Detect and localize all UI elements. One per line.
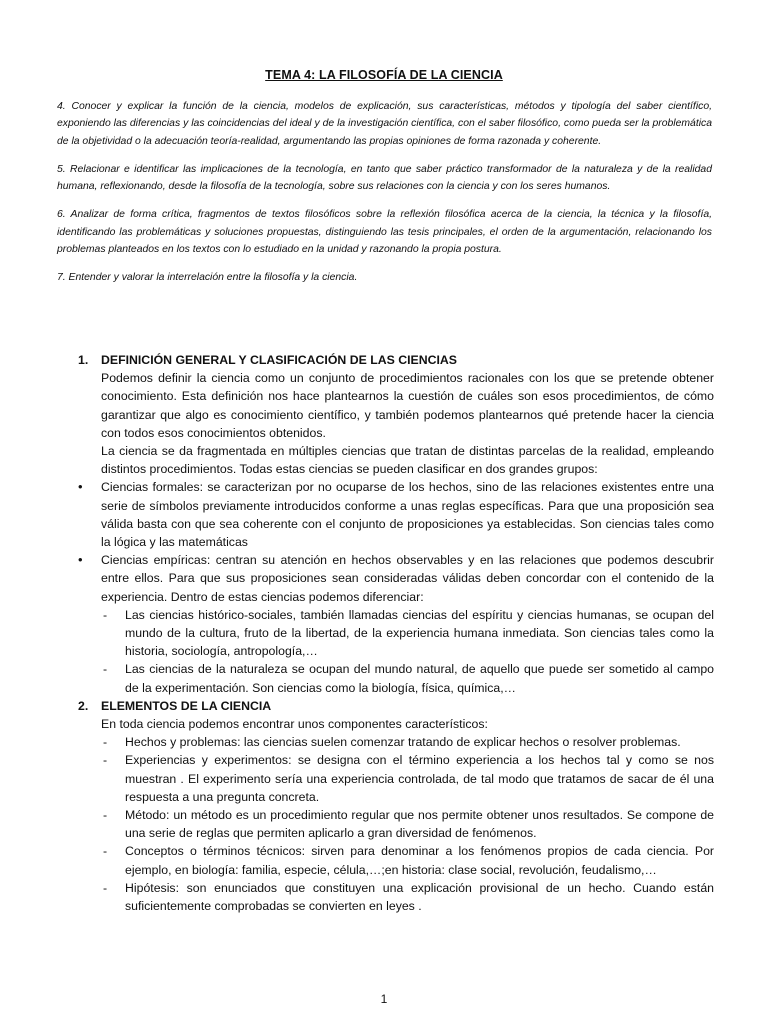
- dash-icon: -: [103, 735, 108, 750]
- page-title: TEMA 4: LA FILOSOFÍA DE LA CIENCIA: [265, 68, 503, 82]
- sub-item-natural-sciences: [78, 660, 714, 696]
- element-text: Hipótesis: son enunciados que constituyen una explicación provisional de un hecho. Cuando están suficientemente comprobadas se convierten en leyes .: [125, 880, 714, 914]
- dash-icon: -: [103, 844, 108, 859]
- element-facts-problems: [78, 733, 714, 751]
- element-text: Experiencias y experimentos: se designa con el término experiencia a los hechos tal y como se nos muestran . El experimento sería una experiencia controlada, de tal modo que tratamos de sacar de él una respuesta a una pregunta concreta.: [125, 753, 714, 804]
- section-1-paragraph-1: Podemos definir la ciencia como un conjunto de procedimientos racionales con los que se pretende obtener conocimiento. Esta definición nos hace plantearnos la cuestión de cuáles son esos procedimientos, de cómo garantizar que algo es conocimiento científico, y también podemos plantearnos qué pretende hacer la ciencia con todos esos conocimientos obtenidos.: [101, 371, 714, 440]
- section-2-number: 2.: [78, 698, 89, 713]
- bullet-text: Ciencias formales: se caracterizan por no ocuparse de los hechos, sino de las relaciones existentes entre una serie de símbolos previamente introducidos conforme a unas reglas específicas. Para que una proposición sea válida basta con que sea coherente con el conjunto de proposiciones ya establecidas. Son ciencias tales como la lógica y las matemáticas: [101, 480, 714, 550]
- objective-4: 4. Conocer y explicar la función de la ciencia, modelos de explicación, sus características, métodos y tipología del saber científico, exponiendo las diferencias y las coincidencias del ideal y de la investigación científica, con el saber filosófico, como pueda ser la problemática de la objetividad o la adecuación teoría-realidad, argumentando las propias opiniones de forma razonada y coherente.: [57, 101, 712, 147]
- dash-icon: -: [103, 808, 108, 823]
- section-2-heading: [78, 697, 714, 715]
- dash-icon: -: [103, 607, 108, 622]
- sub-item-text: Las ciencias histórico-sociales, también llamadas ciencias del espíritu y ciencias humanas, se ocupan del mundo de la cultura, fruto de la libertad, de la experiencia humana inmediata. Son ciencias tales como la historia, sociología, antropología,…: [125, 607, 714, 659]
- element-method: [78, 806, 714, 842]
- dash-icon: -: [103, 753, 108, 768]
- objective-5: 5. Relacionar e identificar las implicaciones de la tecnología, en tanto que saber práctico transformador de la naturaleza y de la realidad humana, reflexionando, desde la filosofía de la tecnología, sobre sus relaciones con la ciencia y con los seres humanos.: [57, 163, 712, 193]
- objective-6: 6. Analizar de forma crítica, fragmentos de textos filosóficos sobre la reflexión filosófica acerca de la ciencia, la técnica y la filosofía, identificando las problemáticas y soluciones propuestas, distinguiendo las tesis principales, el orden de la argumentación, relacionando los problemas planteados en los textos con lo estudiado en la unidad y razonando la propia postura.: [57, 209, 712, 256]
- element-experiences: [78, 751, 714, 806]
- bullet-icon: •: [78, 479, 83, 495]
- element-hypotheses: [78, 879, 714, 915]
- section-1-title: DEFINICIÓN GENERAL Y CLASIFICACIÓN DE LAS CIENCIAS: [101, 353, 457, 367]
- sub-item-text: Las ciencias de la naturaleza se ocupan del mundo natural, de aquello que puede ser sometido al campo de la experimentación. Son ciencias como la biología, física, química,…: [125, 662, 714, 695]
- bullet-icon: •: [78, 552, 83, 568]
- element-text: Hechos y problemas: las ciencias suelen comenzar tratando de explicar hechos o resolver problemas.: [125, 735, 681, 750]
- section-1-number: 1.: [78, 353, 89, 367]
- element-text: Conceptos o términos técnicos: sirven para denominar a los fenómenos propios de cada ciencia. Por ejemplo, en biología: familia, especie, célula,…;en historia: clase social, revolución, feudalismo,…: [125, 844, 714, 877]
- section-1-paragraph-2: La ciencia se da fragmentada en múltiples ciencias que tratan de distintas parcelas de la realidad, empleando distintos procedimientos. Todas estas ciencias se pueden clasificar en dos grandes grupos:: [101, 444, 714, 477]
- element-concepts: [78, 842, 714, 878]
- element-text: Método: un método es un procedimiento regular que nos permite obtener unos resultados. Se compone de una serie de reglas que permiten aplicarlo a gran diversidad de fenómenos.: [125, 808, 714, 841]
- section-2-intro: En toda ciencia podemos encontrar unos componentes característicos:: [101, 717, 488, 732]
- objective-7: 7. Entender y valorar la interrelación entre la filosofía y la ciencia.: [57, 272, 358, 284]
- dash-icon: -: [103, 662, 108, 677]
- bullet-formal-sciences: [78, 478, 714, 551]
- bullet-empirical-sciences: [78, 551, 714, 606]
- section-1-heading: [78, 351, 714, 369]
- section-2-title: ELEMENTOS DE LA CIENCIA: [101, 698, 272, 713]
- page-number: 1: [380, 992, 388, 1006]
- bullet-text: Ciencias empíricas: centran su atención en hechos observables y en las relaciones que podemos descubrir entre ellos. Para que sus proposiciones sean consideradas válidas deben concordar con el contenido de la experiencia. Dentro de estas ciencias podemos diferenciar:: [101, 553, 714, 604]
- objectives-list: [57, 98, 712, 298]
- main-content: [78, 351, 714, 915]
- dash-icon: -: [103, 880, 108, 895]
- sub-item-historical-social: [78, 606, 714, 661]
